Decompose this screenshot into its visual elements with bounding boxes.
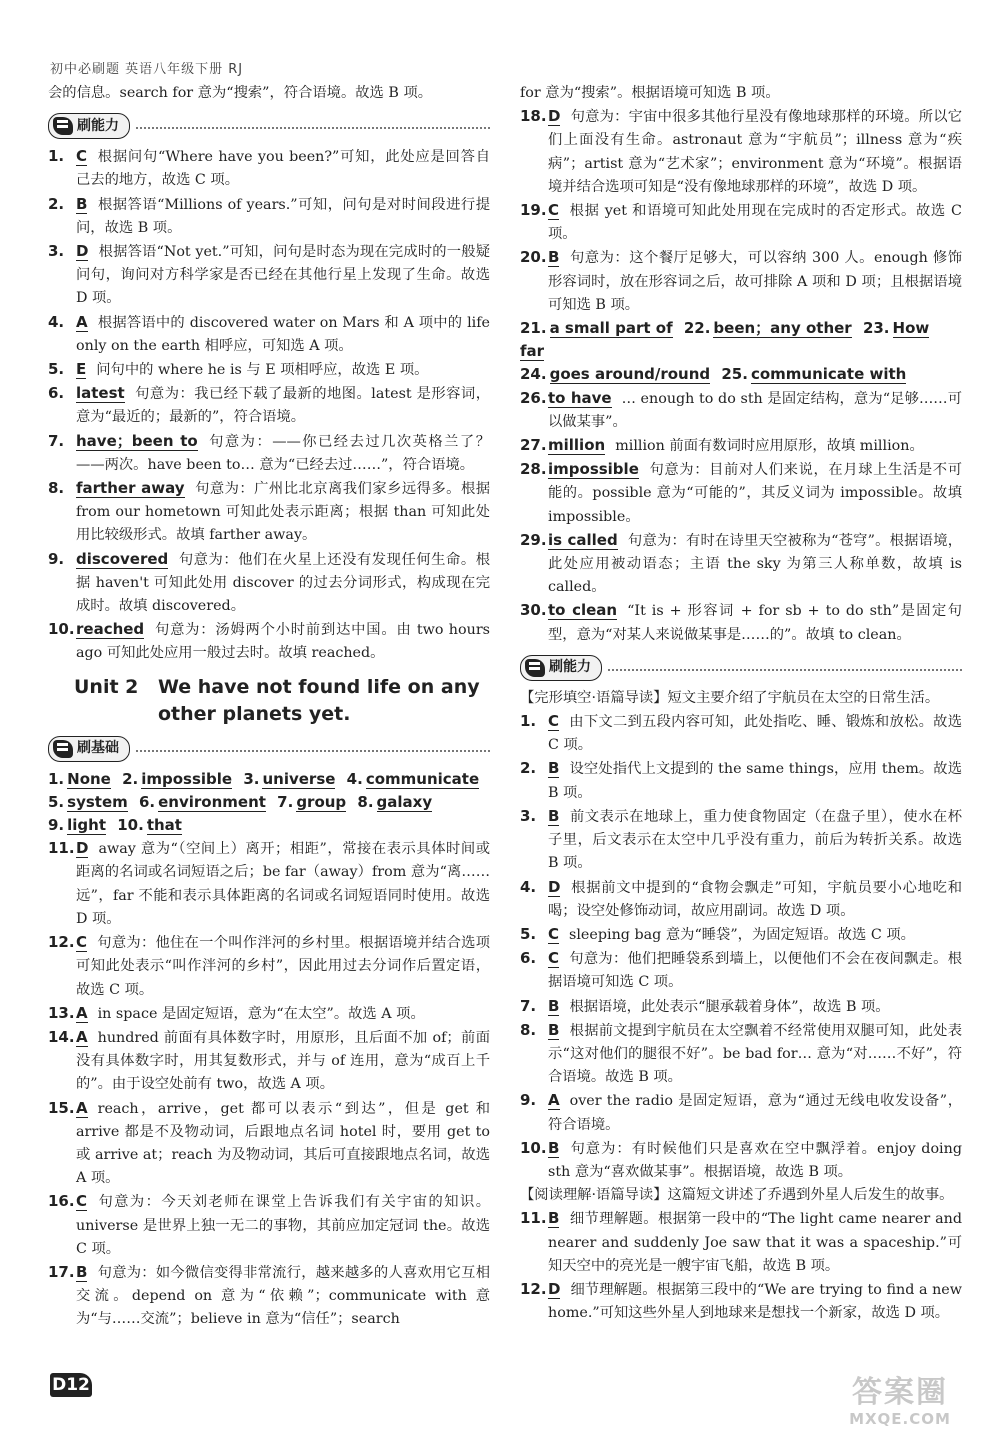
item-answer: C xyxy=(548,949,560,968)
answer-item xyxy=(520,923,962,947)
item-answer: have；been to xyxy=(76,431,198,450)
answer-item xyxy=(520,434,962,458)
dotted-divider xyxy=(136,127,490,129)
item-number: 20. xyxy=(520,248,547,267)
vocab-number: 1. xyxy=(48,769,65,788)
item-explanation: 由下文二到五段内容可知，此处指吃、睡、锻炼和放松。故选 C 项。 xyxy=(548,714,962,754)
item-answer: A xyxy=(76,312,88,331)
item-explanation: 句意为：我已经下载了最新的地图。latest 是形容词，意为“最近的；最新的”，符合语境。 xyxy=(76,386,490,426)
item-number: 9. xyxy=(520,1091,537,1110)
item-answer: million xyxy=(548,436,606,455)
answer-item xyxy=(520,529,962,600)
answer-item xyxy=(520,1019,962,1090)
item-explanation: … enough to do sth 是固定结构，意为“足够……可以做某事”。 xyxy=(548,390,963,430)
answer-item xyxy=(48,837,490,931)
item-answer: A xyxy=(76,1027,88,1046)
item-number: 27. xyxy=(520,436,547,455)
item-explanation: 句意为：汤姆两个小时前到达中国。由 two hours ago 可知此处应用一般过去时。故填 reached。 xyxy=(76,622,490,662)
item-number: 1. xyxy=(48,147,65,166)
cloze-guide: 【完形填空·语篇导读】短文主要介绍了宇航员在太空的日常生活。 xyxy=(520,689,940,706)
vocab-answer: system xyxy=(67,792,128,811)
item-answer: discovered xyxy=(76,549,169,568)
vocab-answer: None xyxy=(67,769,111,788)
section-banner-basics xyxy=(48,734,490,764)
item-number: 10. xyxy=(48,620,75,639)
item-number: 6. xyxy=(48,384,65,403)
answer-item xyxy=(48,548,490,619)
item-number: 5. xyxy=(520,924,537,943)
vocab-answers xyxy=(48,768,490,838)
answer-item xyxy=(48,193,490,240)
section-banner-ability xyxy=(520,653,962,683)
item-number: 16. xyxy=(48,1192,75,1211)
item-number: 15. xyxy=(48,1098,75,1117)
banner-label: 刷能力 xyxy=(549,659,591,676)
answer-item xyxy=(520,947,962,994)
answer-list xyxy=(48,145,490,665)
item-answer: D xyxy=(76,242,89,261)
vocab-number: 7. xyxy=(277,792,294,811)
answer-item xyxy=(48,240,490,311)
item-explanation: 根据问句“Where have you been?”可知，此处应是回答自己去的地方，故选 C 项。 xyxy=(76,149,490,189)
item-number: 8. xyxy=(520,1020,537,1039)
item-explanation: 句意为：如今微信变得非常流行，越来越多的人喜欢用它互相交流。depend on 意为“依赖”；communicate with 意为“与……交流”；believe in 意为“信任”；search xyxy=(76,1264,490,1328)
answer-item xyxy=(520,387,962,434)
item-answer: is called xyxy=(548,530,618,549)
phrase-answers xyxy=(520,317,962,387)
item-answer: reached xyxy=(76,620,145,639)
item-number: 8. xyxy=(48,479,65,498)
item-answer: B xyxy=(548,806,560,825)
item-explanation: 设空处指代上文提到的 the same things，应用 them。故选 B 项。 xyxy=(548,761,962,801)
item-answer: D xyxy=(76,839,89,858)
answer-item xyxy=(520,599,962,646)
phrase-answer: goes around/round xyxy=(549,365,711,384)
item-answer: D xyxy=(548,107,561,126)
phrase-answer: been；any other xyxy=(713,319,852,338)
item-number: 18. xyxy=(520,107,547,126)
page-number: D12 xyxy=(50,1373,92,1397)
answer-item xyxy=(48,931,490,1002)
phrase-number: 24. xyxy=(520,365,547,384)
item-explanation: 根据 yet 和语境可知此处用现在完成时的否定形式。故选 C 项。 xyxy=(548,203,962,243)
item-number: 17. xyxy=(48,1262,75,1281)
answer-item xyxy=(520,199,962,246)
item-number: 29. xyxy=(520,530,547,549)
answer-item xyxy=(520,1207,962,1278)
vocab-answer: impossible xyxy=(141,769,233,788)
item-explanation: 句意为：有时候他们只是喜欢在空中飘浮着。enjoy doing sth 意为“喜欢做某事”。根据语境，故选 B 项。 xyxy=(548,1140,962,1180)
answer-item xyxy=(48,1261,490,1332)
item-explanation: 根据答语“Millions of years.”可知，问句是对时间段进行提问，故选 B 项。 xyxy=(76,196,490,236)
unit-heading xyxy=(74,674,490,728)
section-banner-ability xyxy=(48,111,490,141)
item-explanation: 根据答语中的 discovered water on Mars 和 A 项中的 life only on the earth 相呼应，可知选 A 项。 xyxy=(76,314,490,354)
dotted-divider xyxy=(608,669,962,671)
item-answer: B xyxy=(548,248,560,267)
item-explanation: “It is + 形容词 + for sb + to do sth”是固定句型，意为“对某人来说做某事是……的”。故填 to clean。 xyxy=(548,603,962,643)
vocab-answer: environment xyxy=(158,792,266,811)
answer-item xyxy=(48,311,490,358)
item-answer: B xyxy=(548,759,560,778)
vocab-answer: that xyxy=(146,816,182,835)
phrase-number: 21. xyxy=(520,319,547,338)
watermark-text: 答案圈 xyxy=(852,1375,948,1410)
banner-label: 刷能力 xyxy=(77,117,119,134)
brush-icon xyxy=(525,659,545,677)
item-explanation: 问句中的 where he is 与 E 项相呼应，故选 E 项。 xyxy=(96,362,429,379)
phrase-answer: communicate with xyxy=(750,365,907,384)
watermark-url: MXQE.COM xyxy=(849,1410,951,1428)
item-explanation: over the radio 是固定短语，意为“通过无线电收发设备”，符合语境。 xyxy=(548,1093,962,1133)
vocab-answer: light xyxy=(67,816,107,835)
item-number: 12. xyxy=(48,933,75,952)
answer-item xyxy=(520,757,962,804)
right-column xyxy=(520,82,962,1325)
item-number: 4. xyxy=(520,877,537,896)
item-explanation: million 前面有数词时应用原形，故填 million。 xyxy=(615,438,924,455)
item-answer: C xyxy=(548,924,560,943)
brush-icon xyxy=(53,740,73,758)
item-explanation: 句意为：今天刘老师在课堂上告诉我们有关宇宙的知识。universe 是世界上独一无二的事物，其前应加定冠词 the。故选 C 项。 xyxy=(76,1194,490,1257)
item-explanation: 根据语境，此处表示“腿承载着身体”，故选 B 项。 xyxy=(569,998,890,1015)
item-explanation: 句意为：目前对人们来说，在月球上生活是不可能的。possible 意为“可能的”，其反义词为 impossible。故填 impossible。 xyxy=(548,462,962,525)
item-answer: C xyxy=(548,712,560,731)
banner-badge xyxy=(48,736,130,762)
item-explanation: 根据前文提到宇航员在太空飘着不经常使用双腿可知，此处表示“这对他们的腿很不好”。be bad for… 意为“对……不好”，符合语境。故选 B 项。 xyxy=(548,1022,962,1086)
item-explanation: 细节理解题。根据第三段中的“We are trying to find a new home.”可知这些外星人到地球来是想找一个新家，故选 D 项。 xyxy=(548,1281,962,1322)
item-answer: A xyxy=(76,1098,88,1117)
item-number: 12. xyxy=(520,1279,547,1298)
item-explanation: 句意为：宇宙中很多其他行星没有像地球那样的环境。所以它们上面没有生命。astronaut 意为“宇航员”；illness 意为“疾病”；artist 意为“艺术家”；environment 意为“环境”。根据语境并结合选项可知是“没有像地球那样的环境”，故选 D 项。 xyxy=(548,109,962,195)
vocab-answer: group xyxy=(296,792,347,811)
item-explanation: 根据前文中提到的“食物会飘走”可知，宇航员要小心地吃和喝；设空处修饰动词，故应用副词。故选 D 项。 xyxy=(548,879,962,919)
item-number: 3. xyxy=(48,242,65,261)
item-answer: to have xyxy=(548,388,612,407)
item-answer: B xyxy=(548,1209,560,1228)
answer-list xyxy=(520,387,962,647)
item-explanation: 细节理解题。根据第一段中的“The light came nearer and nearer and suddenly Joe saw that it was a spaceship.”可知天空中的亮光是一艘宇宙飞船，故选 B 项。 xyxy=(548,1211,962,1274)
unit-title: We have not found life on any other planets yet. xyxy=(158,675,480,725)
item-number: 26. xyxy=(520,388,547,407)
answer-item xyxy=(48,1097,490,1191)
phrase-number: 22. xyxy=(683,319,711,338)
answer-item xyxy=(48,382,490,429)
phrase-number: 23. xyxy=(862,319,890,338)
item-explanation: 句意为：这个餐厅足够大，可以容纳 300 人。enough 修饰形容词时，放在形容词之后，故可排除 A 项和 D 项；且根据语境可知选 B 项。 xyxy=(548,250,962,313)
banner-badge xyxy=(520,655,602,681)
answer-item xyxy=(48,430,490,477)
item-explanation: 前文表示在地球上，重力使食物固定（在盘子里），使水在杯子里，后文表示在太空中几乎没有重力，前后为转折关系。故选 B 项。 xyxy=(548,808,962,872)
phrase-answer: How far xyxy=(520,319,930,361)
answer-item xyxy=(520,105,962,199)
item-explanation: reach，arrive，get 都可以表示“到达”，但是 get 和 arrive 都是不及物动词，后跟地点名词 hotel 时，要用 get to 或 arrive at；reach 为及物动词，其后可直接跟地点名词，故选 A 项。 xyxy=(76,1100,490,1187)
reading-guide: 【阅读理解·语篇导读】这篇短文讲述了乔遇到外星人后发生的故事。 xyxy=(520,1187,954,1204)
vocab-row xyxy=(48,791,490,814)
dotted-divider xyxy=(136,750,490,752)
item-number: 4. xyxy=(48,312,65,331)
answer-list xyxy=(520,105,962,317)
vocab-answer: communicate xyxy=(365,769,480,788)
item-explanation: 句意为：他住在一个叫作泮河的乡村里。根据语境并结合选项可知此处表示“叫作泮河的乡村”，因此用过去分词作后置定语，故选 C 项。 xyxy=(76,935,490,998)
cloze-answer-list xyxy=(520,710,962,1184)
item-answer: impossible xyxy=(548,460,639,479)
item-answer: C xyxy=(548,201,560,220)
watermark-logo xyxy=(820,1376,980,1428)
vocab-number: 6. xyxy=(138,792,156,811)
answer-item xyxy=(520,246,962,317)
item-number: 5. xyxy=(48,360,65,379)
item-answer: B xyxy=(548,996,560,1015)
item-answer: D xyxy=(548,877,561,896)
answer-item xyxy=(520,1278,962,1325)
item-number: 14. xyxy=(48,1027,75,1046)
item-number: 1. xyxy=(520,712,537,731)
item-answer: A xyxy=(76,1003,88,1022)
continued-text: for 意为“搜索”。根据语境可知选 B 项。 xyxy=(520,85,780,101)
continued-text: 会的信息。search for 意为“搜索”，符合语境。故选 B 项。 xyxy=(48,85,433,101)
item-answer: C xyxy=(76,933,88,952)
answer-item xyxy=(48,618,490,665)
item-answer: latest xyxy=(76,384,125,403)
answer-item xyxy=(48,1026,490,1097)
item-number: 19. xyxy=(520,201,547,220)
item-number: 3. xyxy=(520,806,537,825)
item-answer: C xyxy=(76,1192,88,1211)
vocab-number: 5. xyxy=(48,792,65,811)
answer-item xyxy=(520,710,962,757)
answer-item xyxy=(520,458,962,529)
item-number: 7. xyxy=(48,431,65,450)
phrase-answer: a small part of xyxy=(549,319,673,338)
vocab-number: 9. xyxy=(48,816,65,835)
unit-label: Unit 2 xyxy=(74,675,139,698)
item-explanation: 根据答语“Not yet.”可知，问句是时态为现在完成时的一般疑问句，询问对方科学家是否已经在其他行星上发现了生命。故选 D 项。 xyxy=(76,244,490,307)
item-explanation: in space 是固定短语，意为“在太空”。故选 A 项。 xyxy=(97,1005,425,1022)
item-answer: to clean xyxy=(548,601,618,620)
item-answer: B xyxy=(548,1138,560,1157)
vocab-answer: universe xyxy=(262,769,336,788)
item-explanation: 句意为：广州比北京离我们家乡远得多。根据 from our hometown 可知此处表示距离；根据 than 可知此处用比较级形式。故填 farther away。 xyxy=(76,481,491,544)
vocab-answer: galaxy xyxy=(376,792,433,811)
answer-list xyxy=(48,837,490,1331)
vocab-number: 10. xyxy=(117,816,144,835)
vocab-number: 4. xyxy=(346,769,363,788)
item-answer: B xyxy=(76,194,88,213)
answer-item xyxy=(520,1137,962,1184)
item-explanation: sleeping bag 意为“睡袋”，为固定短语。故选 C 项。 xyxy=(569,926,915,943)
item-number: 11. xyxy=(48,839,75,858)
phrase-number: 25. xyxy=(721,365,748,384)
item-explanation: 句意为：有时在诗里天空被称为“苍穹”。根据语境，此处应用被动语态；主语 the sky 为第三人称单数，故填 is called。 xyxy=(548,532,962,596)
item-number: 30. xyxy=(520,601,547,620)
item-answer: E xyxy=(76,360,87,379)
item-answer: D xyxy=(548,1279,561,1298)
item-answer: B xyxy=(76,1262,88,1281)
item-number: 6. xyxy=(520,949,537,968)
item-explanation: 句意为：他们在火星上还没有发现任何生命。根据 haven't 可知此处用 discover 的过去分词形式，构成现在完成时。故填 discovered。 xyxy=(76,551,490,615)
vocab-row xyxy=(48,814,490,837)
answer-item xyxy=(520,1089,962,1136)
vocab-number: 8. xyxy=(357,792,374,811)
answer-item xyxy=(48,145,490,192)
item-number: 7. xyxy=(520,996,537,1015)
item-answer: A xyxy=(548,1091,560,1110)
item-number: 9. xyxy=(48,549,65,568)
item-number: 11. xyxy=(520,1209,547,1228)
item-number: 2. xyxy=(48,194,65,213)
vocab-row xyxy=(48,768,490,791)
item-explanation: 句意为：他们把睡袋系到墙上，以便他们不会在夜间飘走。根据语境可知选 C 项。 xyxy=(548,951,962,991)
item-explanation: hundred 前面有具体数字时，用原形，且后面不加 of；前面没有具体数字时，用其复数形式，并与 of 连用，意为“成百上千的”。由于设空处前有 two，故选 A 项。 xyxy=(76,1029,490,1093)
item-answer: B xyxy=(548,1020,560,1039)
item-number: 28. xyxy=(520,460,547,479)
item-number: 10. xyxy=(520,1138,547,1157)
brush-icon xyxy=(53,117,73,135)
answer-item xyxy=(48,477,490,548)
phrase-row xyxy=(520,363,962,386)
vocab-number: 2. xyxy=(122,769,139,788)
answer-item xyxy=(48,1190,490,1261)
answer-item xyxy=(520,876,962,923)
left-column xyxy=(48,82,490,1332)
answer-item xyxy=(48,1002,490,1026)
phrase-row xyxy=(520,317,962,363)
answer-item xyxy=(520,805,962,876)
page-header: 初中必刷题 英语八年级下册 RJ xyxy=(50,62,244,77)
item-explanation: 句意为：——你已经去过几次英格兰了？——两次。have been to… 意为“已经去过……”，符合语境。 xyxy=(76,433,490,473)
banner-badge xyxy=(48,113,130,139)
answer-item xyxy=(48,358,490,382)
vocab-number: 3. xyxy=(243,769,260,788)
item-number: 2. xyxy=(520,759,537,778)
item-answer: farther away xyxy=(76,479,185,498)
reading-answer-list xyxy=(520,1207,962,1325)
item-answer: C xyxy=(76,147,88,166)
banner-label: 刷基础 xyxy=(77,740,119,757)
item-explanation: away 意为“（空间上）离开；相距”，常接在表示具体时间或距离的名词或名词短语之后；be far（away）from 意为“离……远”，far 不能和表示具体距离的名词或名词短语同时使用。故选 D 项。 xyxy=(76,841,490,927)
answer-item xyxy=(520,995,962,1019)
item-number: 13. xyxy=(48,1003,75,1022)
